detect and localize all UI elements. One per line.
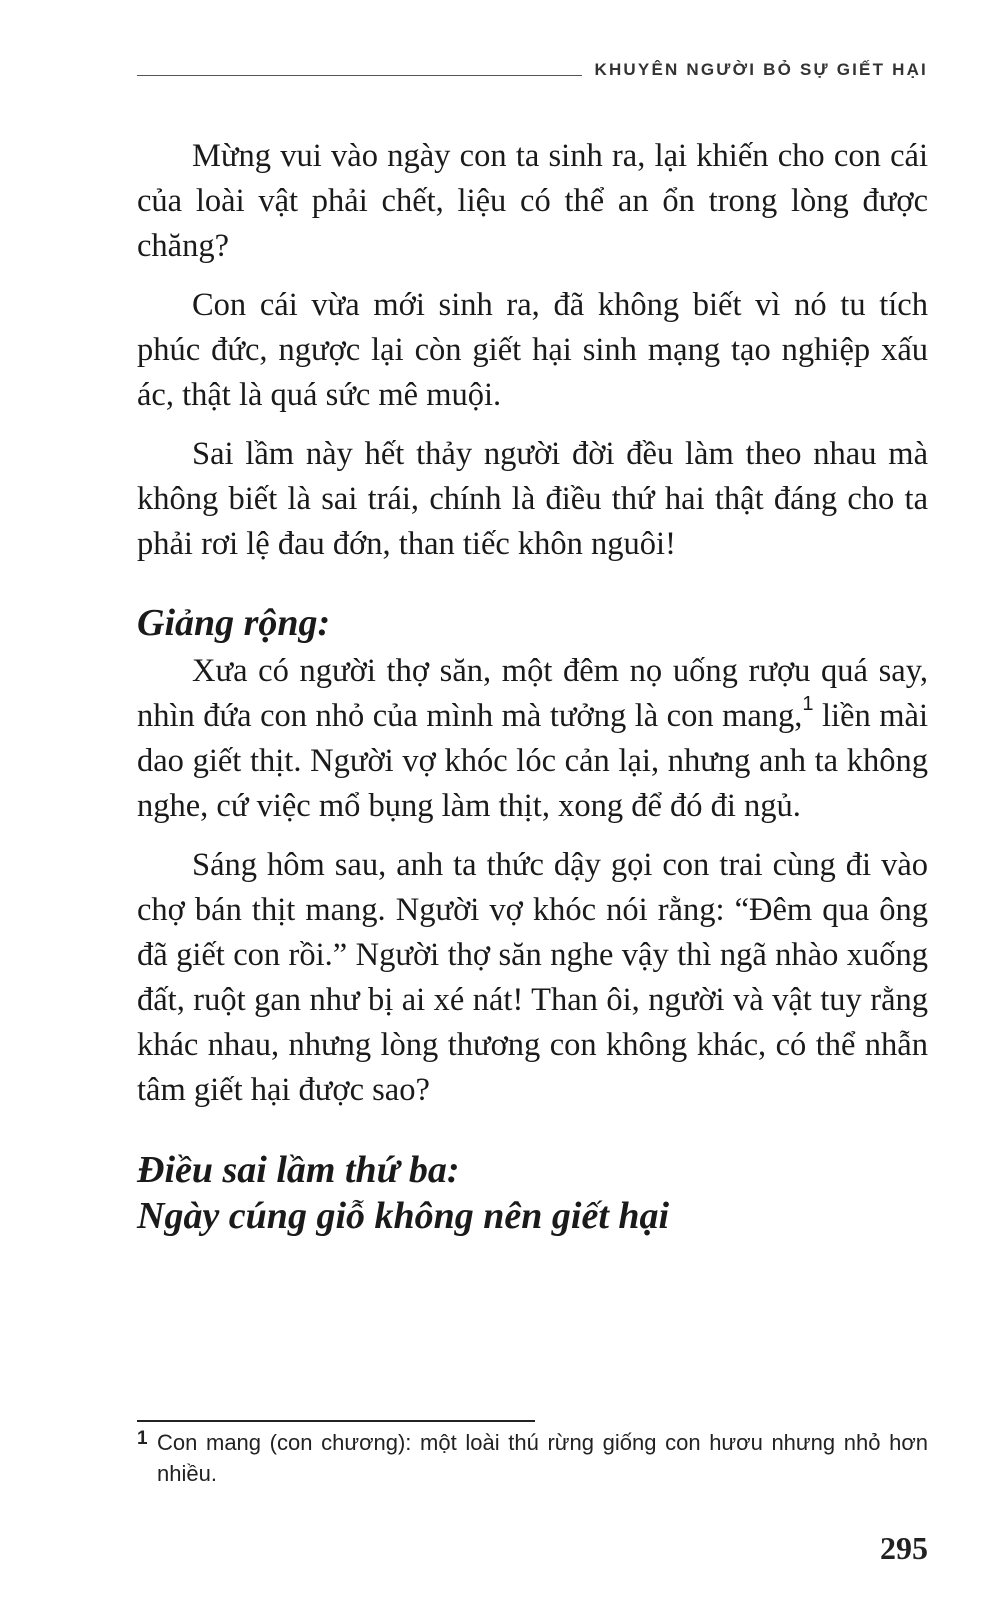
paragraph: Con cái vừa mới sinh ra, đã không biết vì nó tu tích phúc đức, ngược lại còn giết hại sinh mạng tạo nghiệp xấu ác, thật là quá sức mê muội.: [137, 287, 928, 413]
chapter-heading: [137, 1147, 928, 1239]
running-header-title: KHUYÊN NGƯỜI BỎ SỰ GIẾT HẠI: [594, 60, 928, 79]
running-header: [137, 58, 928, 82]
chapter-heading-line-1: Điều sai lầm thứ ba:: [137, 1149, 460, 1191]
paragraph: [137, 649, 928, 829]
paragraph: Sai lầm này hết thảy người đời đều làm theo nhau mà không biết là sai trái, chính là điều thứ hai thật đáng cho ta phải rơi lệ đau đớn, than tiếc khôn nguôi!: [137, 436, 928, 562]
section-heading: Giảng rộng:: [137, 602, 331, 644]
header-rule: [137, 75, 582, 76]
paragraph: Sáng hôm sau, anh ta thức dậy gọi con trai cùng đi vào chợ bán thịt mang. Người vợ khóc nói rằng: “Đêm qua ông đã giết con rồi.” Người thợ săn nghe vậy thì ngã nhào xuống đất, ruột gan như bị ai xé nát! Than ôi, người và vật tuy rằng khác nhau, nhưng lòng thương con không khác, có thể nhẫn tâm giết hại được sao?: [137, 847, 928, 1108]
footnote-number: 1: [137, 1428, 148, 1449]
page-number: 295: [880, 1530, 928, 1566]
footnote-divider: [137, 1420, 535, 1422]
footnote-text: Con mang (con chương): một loài thú rừng giống con hươu nhưng nhỏ hơn nhiều.: [157, 1430, 928, 1486]
paragraph-text: liền mài dao giết thịt. Người vợ khóc lóc cản lại, nhưng anh ta không nghe, cứ việc mổ bụng làm thịt, xong để đó đi ngủ.: [137, 698, 928, 824]
paragraph: Mừng vui vào ngày con ta sinh ra, lại khiến cho con cái của loài vật phải chết, liệu có thể an ổn trong lòng được chăng?: [137, 138, 928, 264]
paragraph-text: Xưa có người thợ săn, một đêm nọ uống rượu quá say, nhìn đứa con nhỏ của mình mà tưởng là con mang,: [137, 653, 928, 734]
page-body: [137, 134, 928, 1239]
footnote-reference[interactable]: 1: [802, 693, 814, 716]
chapter-heading-line-2: Ngày cúng giỗ không nên giết hại: [137, 1195, 670, 1237]
footnote: [137, 1427, 928, 1489]
